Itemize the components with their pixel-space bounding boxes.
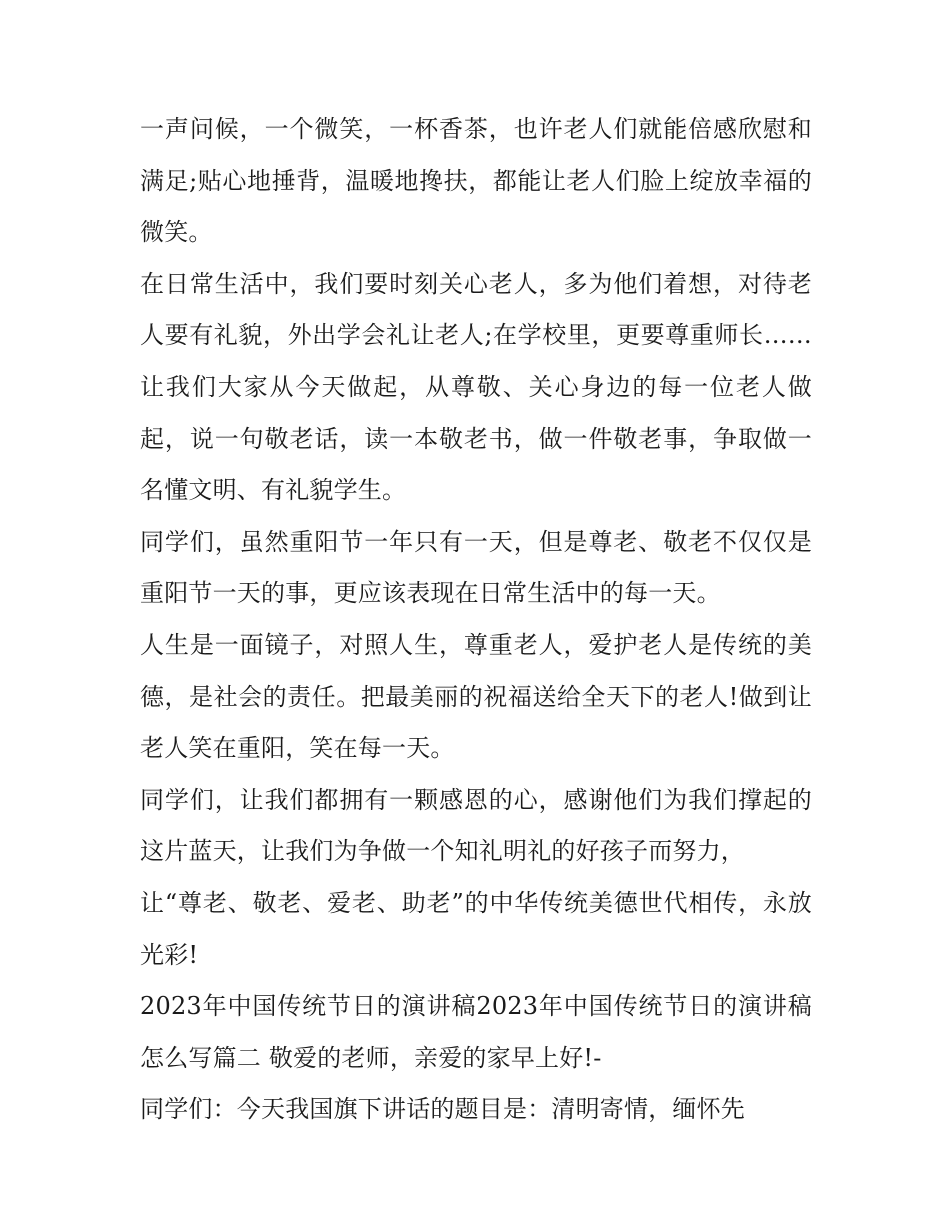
paragraph-3: 同学们，虽然重阳节一年只有一天，但是尊老、敬老不仅仅是重阳节一天的事，更应该表现在日常生活中的每一天。: [140, 527, 812, 608]
paragraph-6: 让“尊老、敬老、爱老、助老”的中华传统美德世代相传，永放光彩!: [140, 888, 812, 969]
paragraph-5: 同学们，让我们都拥有一颗感恩的心，感谢他们为我们撑起的这片蓝天，让我们为争做一个知礼明礼的好孩子而努力，: [140, 785, 812, 866]
paragraph-7: 2023年中国传统节日的演讲稿2023年中国传统节日的演讲稿怎么写篇二 敬爱的老师，亲爱的家早上好!-: [140, 992, 812, 1072]
paragraph-2: 在日常生活中，我们要时刻关心老人，多为他们着想，对待老人要有礼貌，外出学会礼让老人;在学校里，更要尊重师长……让我们大家从今天做起，从尊敬、关心身边的每一位老人做起，说一句敬老话，读一本敬老书，做一件敬老事，争取做一名懂文明、有礼貌学生。: [140, 269, 812, 505]
paragraph-8: 同学们：今天我国旗下讲话的题目是：清明寄情，缅怀先: [140, 1095, 745, 1124]
paragraph-1: 一声问候，一个微笑，一杯香茶，也许老人们就能倍感欣慰和满足;贴心地捶背，温暖地搀扶，都能让老人们脸上绽放幸福的微笑。: [140, 115, 812, 247]
document-body: [140, 104, 812, 1136]
paragraph-4: 人生是一面镜子，对照人生，尊重老人，爱护老人是传统的美德，是社会的责任。把最美丽的祝福送给全天下的老人!做到让老人笑在重阳，笑在每一天。: [140, 630, 812, 763]
